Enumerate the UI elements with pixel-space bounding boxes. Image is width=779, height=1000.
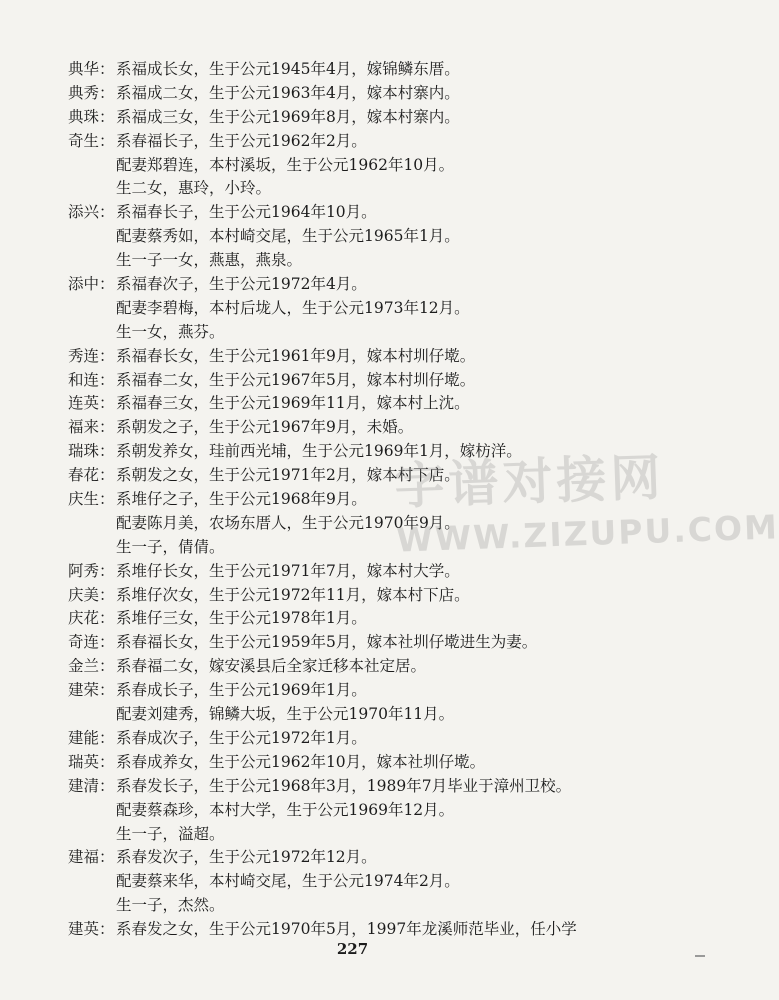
entry-text: 系春福长女，生于公元1959年5月，嫁本社圳仔墘进生为妻。 — [116, 633, 538, 652]
person-name: 和连： — [68, 370, 115, 389]
page-number: 227 — [336, 940, 369, 958]
entry-continuation-line — [68, 536, 668, 560]
entry-text: 系堆仔次女，生于公元1972年11月，嫁本村下店。 — [116, 585, 470, 604]
person-name: 秀连： — [68, 346, 115, 365]
entry-text: 生二女，惠玲，小玲。 — [116, 179, 272, 198]
entry-line — [68, 679, 668, 703]
person-name: 瑞珠： — [68, 442, 115, 461]
entry-text: 配妻蔡秀如，本村崎交尾，生于公元1965年1月。 — [116, 227, 460, 246]
person-name: 建能： — [68, 728, 115, 747]
entry-line — [68, 655, 668, 679]
entry-line — [68, 488, 668, 512]
entry-line — [68, 918, 668, 942]
entry-text: 系春福二女，嫁安溪县后全家迁移本社定居。 — [116, 657, 427, 676]
person-name: 典秀： — [68, 83, 115, 102]
entry-continuation-line — [68, 249, 668, 273]
entry-continuation-line — [68, 894, 668, 918]
entry-text: 系堆仔长女，生于公元1971年7月，嫁本村大学。 — [116, 561, 460, 580]
entry-continuation-line — [68, 799, 668, 823]
entry-continuation-line — [68, 154, 668, 178]
entry-continuation-line — [68, 823, 668, 847]
entry-text: 系福春三女，生于公元1969年11月，嫁本村上沈。 — [116, 394, 470, 413]
entry-text: 系福成三女，生于公元1969年8月，嫁本村寨内。 — [116, 107, 460, 126]
entry-text: 生一子，杰然。 — [116, 896, 225, 915]
person-name: 建英： — [68, 920, 115, 939]
entry-line — [68, 464, 668, 488]
person-name: 庆生： — [68, 490, 115, 509]
entry-text: 系朝发之子，生于公元1967年9月，未婚。 — [116, 418, 414, 437]
entry-line — [68, 607, 668, 631]
person-name: 添中： — [68, 275, 115, 294]
entry-continuation-line — [68, 512, 668, 536]
genealogy-text — [68, 58, 668, 942]
entry-text: 生一子，倩倩。 — [116, 537, 225, 556]
person-name: 建荣： — [68, 681, 115, 700]
entry-line — [68, 440, 668, 464]
entry-text: 系春成次子，生于公元1972年1月。 — [116, 728, 367, 747]
entry-text: 配妻郑碧连，本村溪坂，生于公元1962年10月。 — [116, 155, 455, 174]
entry-text: 生一子一女，燕惠，燕泉。 — [116, 251, 303, 270]
entry-text: 系春福长子，生于公元1962年2月。 — [116, 131, 367, 150]
entry-text: 系朝发之女，生于公元1971年2月，嫁本村下店。 — [116, 466, 460, 485]
entry-line — [68, 392, 668, 416]
entry-line — [68, 106, 668, 130]
entry-line — [68, 416, 668, 440]
entry-line — [68, 560, 668, 584]
entry-line — [68, 273, 668, 297]
entry-continuation-line — [68, 321, 668, 345]
entry-line — [68, 369, 668, 393]
entry-text: 配妻蔡来华，本村崎交尾，生于公元1974年2月。 — [116, 872, 460, 891]
entry-text: 系堆仔之子，生于公元1968年9月。 — [116, 490, 367, 509]
entry-line — [68, 584, 668, 608]
person-name: 瑞英： — [68, 752, 115, 771]
person-name: 建福： — [68, 848, 115, 867]
entry-text: 配妻蔡森珍，本村大学，生于公元1969年12月。 — [116, 800, 455, 819]
entry-continuation-line — [68, 870, 668, 894]
person-name: 奇连： — [68, 633, 115, 652]
watermark-url: WWW.ZIZUPU.COM — [395, 507, 779, 560]
person-name: 阿秀： — [68, 561, 115, 580]
entry-line — [68, 727, 668, 751]
person-name: 典珠： — [68, 107, 115, 126]
entry-line — [68, 751, 668, 775]
entry-text: 配妻刘建秀，锦鳞大坂，生于公元1970年11月。 — [116, 705, 455, 724]
scan-edge-mark — [695, 955, 705, 957]
person-name: 连英： — [68, 394, 115, 413]
entry-text: 系堆仔三女，生于公元1978年1月。 — [116, 609, 367, 628]
person-name: 添兴： — [68, 203, 115, 222]
entry-line — [68, 345, 668, 369]
entry-text: 系福春二女，生于公元1967年5月，嫁本村圳仔墘。 — [116, 370, 476, 389]
entry-line — [68, 631, 668, 655]
person-name: 福来： — [68, 418, 115, 437]
entry-continuation-line — [68, 297, 668, 321]
entry-text: 系福春次子，生于公元1972年4月。 — [116, 275, 367, 294]
person-name: 典华： — [68, 60, 115, 78]
entry-continuation-line — [68, 225, 668, 249]
entry-line — [68, 82, 668, 106]
entry-line — [68, 58, 668, 82]
entry-line — [68, 846, 668, 870]
entry-text: 系福春长女，生于公元1961年9月，嫁本村圳仔墘。 — [116, 346, 476, 365]
entry-text: 系福春长子，生于公元1964年10月。 — [116, 203, 377, 222]
person-name: 奇生： — [68, 131, 115, 150]
entry-text: 系春成养女，生于公元1962年10月，嫁本社圳仔墘。 — [116, 752, 486, 771]
entry-continuation-line — [68, 177, 668, 201]
person-name: 建清： — [68, 776, 115, 795]
entry-text: 系春成长子，生于公元1969年1月。 — [116, 681, 367, 700]
person-name: 春花： — [68, 466, 115, 485]
entry-text: 系春发长子，生于公元1968年3月，1989年7月毕业于漳州卫校。 — [116, 776, 572, 795]
entry-text: 系福成长女，生于公元1945年4月，嫁锦鳞东厝。 — [116, 60, 460, 78]
entry-text: 系春发之女，生于公元1970年5月，1997年龙溪师范毕业，任小学 — [116, 920, 577, 939]
entry-line — [68, 201, 668, 225]
person-name: 金兰： — [68, 657, 115, 676]
entry-text: 系春发次子，生于公元1972年12月。 — [116, 848, 377, 867]
entry-text: 生一子，溢超。 — [116, 824, 225, 843]
entry-line — [68, 130, 668, 154]
entry-text: 系福成二女，生于公元1963年4月，嫁本村寨内。 — [116, 83, 460, 102]
entry-text: 配妻陈月美，农场东厝人，生于公元1970年9月。 — [116, 513, 460, 532]
entry-text: 系朝发养女，珪前西光埔，生于公元1969年1月，嫁枋洋。 — [116, 442, 522, 461]
watermark-title: 字谱对接网 — [393, 448, 666, 516]
entry-continuation-line — [68, 703, 668, 727]
entry-text: 配妻李碧梅，本村后垅人，生于公元1973年12月。 — [116, 298, 470, 317]
entry-text: 生一女，燕芬。 — [116, 322, 225, 341]
entry-line — [68, 775, 668, 799]
person-name: 庆美： — [68, 585, 115, 604]
person-name: 庆花： — [68, 609, 115, 628]
